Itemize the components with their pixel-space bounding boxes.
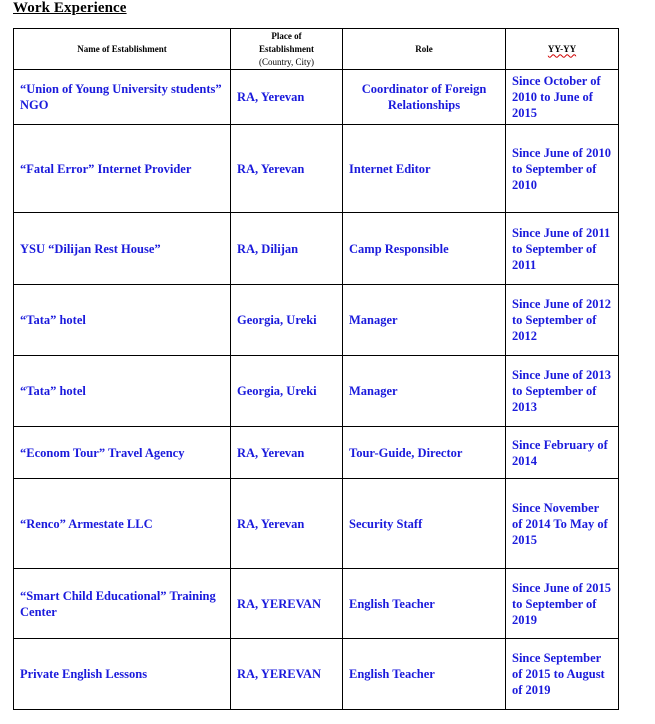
table-row	[14, 479, 619, 569]
cell-period: Since June of 2013 to September of 2013	[506, 356, 619, 427]
cell-period: Since June of 2011 to September of 2011	[506, 213, 619, 285]
cell-period: Since October of 2010 to June of 2015	[506, 70, 619, 125]
table-row	[14, 356, 619, 427]
cell-role: Camp Responsible	[343, 213, 506, 285]
table-row	[14, 70, 619, 125]
table-row	[14, 639, 619, 710]
cell-role: English Teacher	[343, 639, 506, 710]
cell-name: YSU “Dilijan Rest House”	[14, 213, 231, 285]
header-place	[231, 29, 343, 70]
cell-role: Manager	[343, 285, 506, 356]
cell-place: Georgia, Ureki	[231, 285, 343, 356]
header-place-sub: (Country, City)	[259, 56, 314, 67]
cell-place: RA, Dilijan	[231, 213, 343, 285]
cell-period: Since February of 2014	[506, 427, 619, 479]
cell-role: Manager	[343, 356, 506, 427]
cell-period: Since September of 2015 to August of 2019	[506, 639, 619, 710]
header-place-line1: Place of	[271, 30, 302, 41]
cell-name: “Renco” Armestate LLC	[14, 479, 231, 569]
cell-name: “Fatal Error” Internet Provider	[14, 125, 231, 213]
cell-period: Since June of 2015 to September of 2019	[506, 569, 619, 639]
header-period-label: YY-YY	[547, 43, 577, 54]
cell-place: RA, YEREVAN	[231, 639, 343, 710]
table-row	[14, 427, 619, 479]
cell-name: “Tata” hotel	[14, 356, 231, 427]
cell-role: Tour-Guide, Director	[343, 427, 506, 479]
table-row	[14, 125, 619, 213]
header-role: Role	[343, 29, 506, 70]
cell-period: Since June of 2010 to September of 2010	[506, 125, 619, 213]
cell-place: RA, YEREVAN	[231, 569, 343, 639]
section-title: Work Experience	[13, 0, 127, 16]
cell-name: “Smart Child Educational” Training Center	[14, 569, 231, 639]
cell-role: Coordinator of Foreign Relationships	[343, 70, 506, 125]
cell-period: Since June of 2012 to September of 2012	[506, 285, 619, 356]
header-row	[14, 29, 619, 70]
cell-place: RA, Yerevan	[231, 479, 343, 569]
header-place-line2: Establishment	[258, 43, 314, 54]
header-name: Name of Establishment	[14, 29, 231, 70]
cell-place: RA, Yerevan	[231, 427, 343, 479]
cell-place: RA, Yerevan	[231, 70, 343, 125]
cell-role: English Teacher	[343, 569, 506, 639]
header-period	[506, 29, 619, 70]
cell-name: “Econom Tour” Travel Agency	[14, 427, 231, 479]
cell-name: Private English Lessons	[14, 639, 231, 710]
work-experience-table	[13, 28, 619, 710]
table-row	[14, 213, 619, 285]
cell-period: Since November of 2014 To May of 2015	[506, 479, 619, 569]
cell-place: Georgia, Ureki	[231, 356, 343, 427]
table-row	[14, 569, 619, 639]
cell-name: “Tata” hotel	[14, 285, 231, 356]
table-row	[14, 285, 619, 356]
cell-place: RA, Yerevan	[231, 125, 343, 213]
cell-role: Security Staff	[343, 479, 506, 569]
cell-name: “Union of Young University students” NGO	[14, 70, 231, 125]
cell-role: Internet Editor	[343, 125, 506, 213]
